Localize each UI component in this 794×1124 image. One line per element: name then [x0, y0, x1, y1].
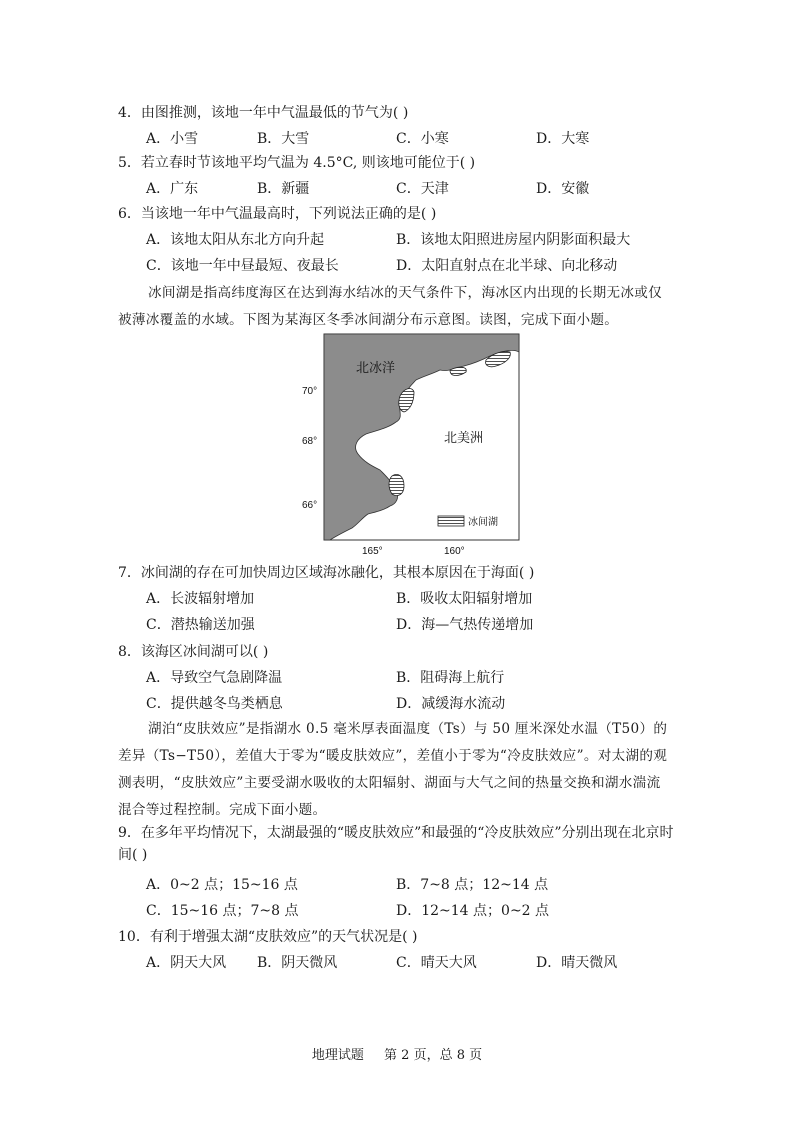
- q5-option-a: A．广东: [146, 181, 199, 197]
- q6-option-a: A．该地太阳从东北方向升起: [146, 232, 325, 248]
- q6-option-d: D．太阳直射点在北半球、向北移动: [396, 258, 618, 274]
- q4-option-a: A．小雪: [146, 131, 199, 147]
- q9-option-a: A．0~2 点；15~16 点: [146, 877, 298, 893]
- q9-stem-line2: 间( ): [118, 847, 148, 863]
- q8-option-c: C．提供越冬鸟类栖息: [146, 696, 283, 712]
- passage-skin-effect: 湖泊“皮肤效应”是指湖水 0.5 毫米厚表面温度（Ts）与 50 厘米深处水温（T50）的差异（Ts−T50），差值大于零为“暖皮肤效应”，差值小于零为“冷皮肤效应”。对太湖的观测表明，“皮肤效应”主要受湖水吸收的太阳辐射、湖面与大气之间的热量交换和湖水湍流混合等过程控制。完成下面小题。: [118, 721, 668, 818]
- q4-stem: 4．由图推测，该地一年中气温最低的节气为( ): [118, 105, 409, 121]
- q9-stem-line1: 9．在多年平均情况下，太湖最强的“暖皮肤效应”和最强的“冷皮肤效应”分别出现在北京时: [118, 825, 674, 841]
- q6-stem: 6．当该地一年中气温最高时，下列说法正确的是( ): [118, 206, 437, 222]
- footer-subject: 地理试题: [311, 1048, 364, 1063]
- lon-label-165: 165°: [362, 546, 383, 557]
- polynya-map: [300, 330, 530, 560]
- lon-label-160: 160°: [444, 546, 465, 557]
- legend-swatch: [438, 516, 464, 526]
- passage-polynya: 冰间湖是指高纬度海区在达到海水结冰的天气条件下，海冰区内出现的长期无冰或仅被薄冰覆盖的水域。下图为某海区冬季冰间湖分布示意图。读图，完成下面小题。: [118, 285, 663, 328]
- page-footer: [0, 1044, 794, 1063]
- q5-option-c: C．天津: [396, 181, 449, 197]
- q7-stem: 7．冰间湖的存在可加快周边区域海冰融化，其根本原因在于海面( ): [118, 565, 535, 581]
- q6-option-c: C．该地一年中昼最短、夜最长: [146, 258, 339, 274]
- legend-label: 冰间湖: [468, 517, 498, 528]
- q4-option-c: C．小寒: [396, 131, 449, 147]
- q8-stem: 8．该海区冰间湖可以( ): [118, 644, 269, 660]
- q9-option-b: B．7~8 点；12~14 点: [396, 877, 549, 893]
- q7-option-c: C．潜热输送加强: [146, 617, 255, 633]
- lat-label-70: 70°: [302, 386, 318, 397]
- q5-option-d: D．安徽: [536, 181, 590, 197]
- q10-option-d: D．晴天微风: [536, 955, 618, 971]
- lat-label-68: 68°: [302, 436, 318, 447]
- q4-option-b: B．大雪: [257, 131, 310, 147]
- q9-option-d: D．12~14 点；0~2 点: [396, 903, 550, 919]
- q5-stem: 5．若立春时节该地平均气温为 4.5°C, 则该地可能位于( ): [118, 155, 476, 171]
- footer-page-number: 第 2 页，总 8 页: [384, 1048, 483, 1063]
- q8-option-d: D．减缓海水流动: [396, 696, 506, 712]
- q6-option-b: B．该地太阳照进房屋内阴影面积最大: [396, 232, 631, 248]
- q8-option-b: B．阻碍海上航行: [396, 670, 505, 686]
- q7-option-d: D．海—气热传递增加: [396, 617, 534, 633]
- q9-option-c: C．15~16 点；7~8 点: [146, 903, 299, 919]
- q4-option-d: D．大寒: [536, 131, 590, 147]
- q10-option-a: A．阴天大风: [146, 955, 227, 971]
- q10-stem: 10．有利于增强太湖“皮肤效应”的天气状况是( ): [118, 929, 418, 945]
- map-land-label: 北美洲: [444, 430, 484, 445]
- q10-option-c: C．晴天大风: [396, 955, 477, 971]
- lat-label-66: 66°: [302, 500, 318, 511]
- q8-option-a: A．导致空气急剧降温: [146, 670, 283, 686]
- q7-option-b: B．吸收太阳辐射增加: [396, 591, 533, 607]
- q10-option-b: B．阴天微风: [257, 955, 338, 971]
- q5-option-b: B．新疆: [257, 181, 310, 197]
- q7-option-a: A．长波辐射增加: [146, 591, 255, 607]
- polynya-area-4: [389, 474, 404, 495]
- map-ocean-label: 北冰洋: [356, 360, 396, 375]
